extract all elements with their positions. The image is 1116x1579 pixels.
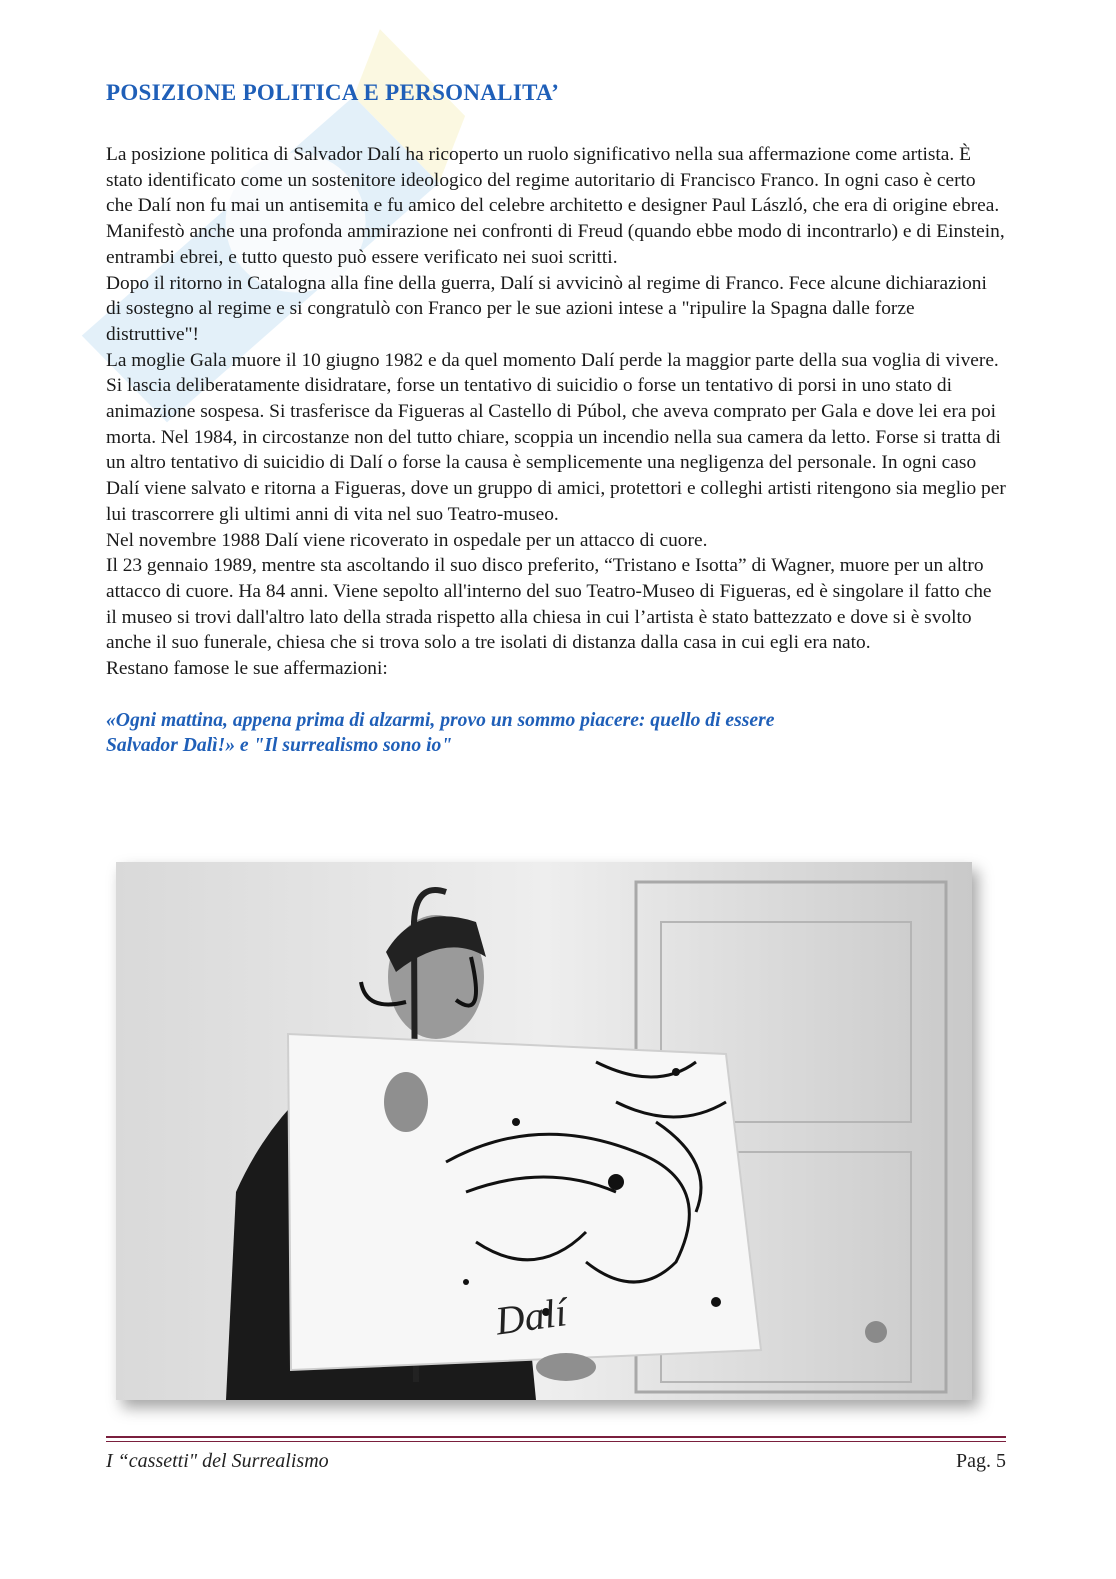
page-content	[106, 80, 1006, 759]
section-heading: POSIZIONE POLITICA E PERSONALITA’	[106, 80, 560, 105]
footer-title: I “cassetti" del Surrealismo	[106, 1450, 329, 1472]
page-footer	[106, 1450, 1006, 1473]
artwork-signature: Dalí	[492, 1289, 570, 1344]
paragraph: Il 23 gennaio 1989, mentre sta ascoltando il suo disco preferito, “Tristano e Isotta” di Wagner, muore per un altro attacco di cuore. Ha 84 anni. Viene sepolto all'interno del suo Teatro-Museo di Figueras, ed è singolare il fatto che il museo si trovi dall'altro lato della strada rispetto alla chiesa in cui l’artista è stato battezzato e dove si è svolto anche il suo funerale, chiesa che si trova solo a tre isolati di distanza dalla casa in cui egli era nato.	[106, 555, 992, 654]
body-text	[106, 142, 1006, 682]
paragraph: La posizione politica di Salvador Dalí ha ricoperto un ruolo significativo nella sua affermazione come artista. È stato identificato come un sostenitore ideologico del regime autoritario di Francisco Franco. In ogni caso è certo che Dalí non fu mai un antisemita e fu amico del celebre architetto e designer Paul László, che era di origine ebrea. Manifestò anche una profonda ammirazione nei confronti di Freud (quando ebbe modo di incontrarlo) e di Einstein, entrambi ebrei, e tutto questo può essere verificato nei suoi scritti.	[106, 144, 1005, 268]
dali-photo	[116, 862, 972, 1400]
paragraph: La moglie Gala muore il 10 giugno 1982 e da quel momento Dalí perde la maggior parte della sua voglia di vivere. Si lascia deliberatamente disidratare, forse un tentativo di suicidio o forse un tentativo di porsi in uno stato di animazione sospesa. Si trasferisce da Figueras al Castello di Púbol, che aveva comprato per Gala e dove lei era poi morta. Nel 1984, in circostanze non del tutto chiare, scoppia un incendio nella sua camera da letto. Forse si tratta di un altro tentativo di suicidio di Dalí o forse la causa è semplicemente una negligenza del personale. In ogni caso Dalí viene salvato e ritorna a Figueras, dove un gruppo di amici, protettori e colleghi artisti ritengono sia meglio per lui trascorrere gli ultimi anni di vita nel suo Teatro-museo.	[106, 349, 1006, 525]
footer-rule	[106, 1436, 1006, 1442]
paragraph: Nel novembre 1988 Dalí viene ricoverato in ospedale per un attacco di cuore.	[106, 529, 708, 551]
paragraph: Dopo il ritorno in Catalogna alla fine della guerra, Dalí si avvicinò al regime di Franco. Fece alcune dichiarazioni di sostegno al regime e si congratulò con Franco per le sue azioni intese a "ripulire la Spagna dalle forze distruttive"!	[106, 272, 987, 345]
page-number: Pag. 5	[956, 1450, 1006, 1472]
famous-quote: «Ogni mattina, appena prima di alzarmi, provo un sommo piacere: quello di essere Salvador Dalì!» e "Il surrealismo sono io"	[106, 709, 775, 757]
paragraph: Restano famose le sue affermazioni:	[106, 658, 388, 680]
